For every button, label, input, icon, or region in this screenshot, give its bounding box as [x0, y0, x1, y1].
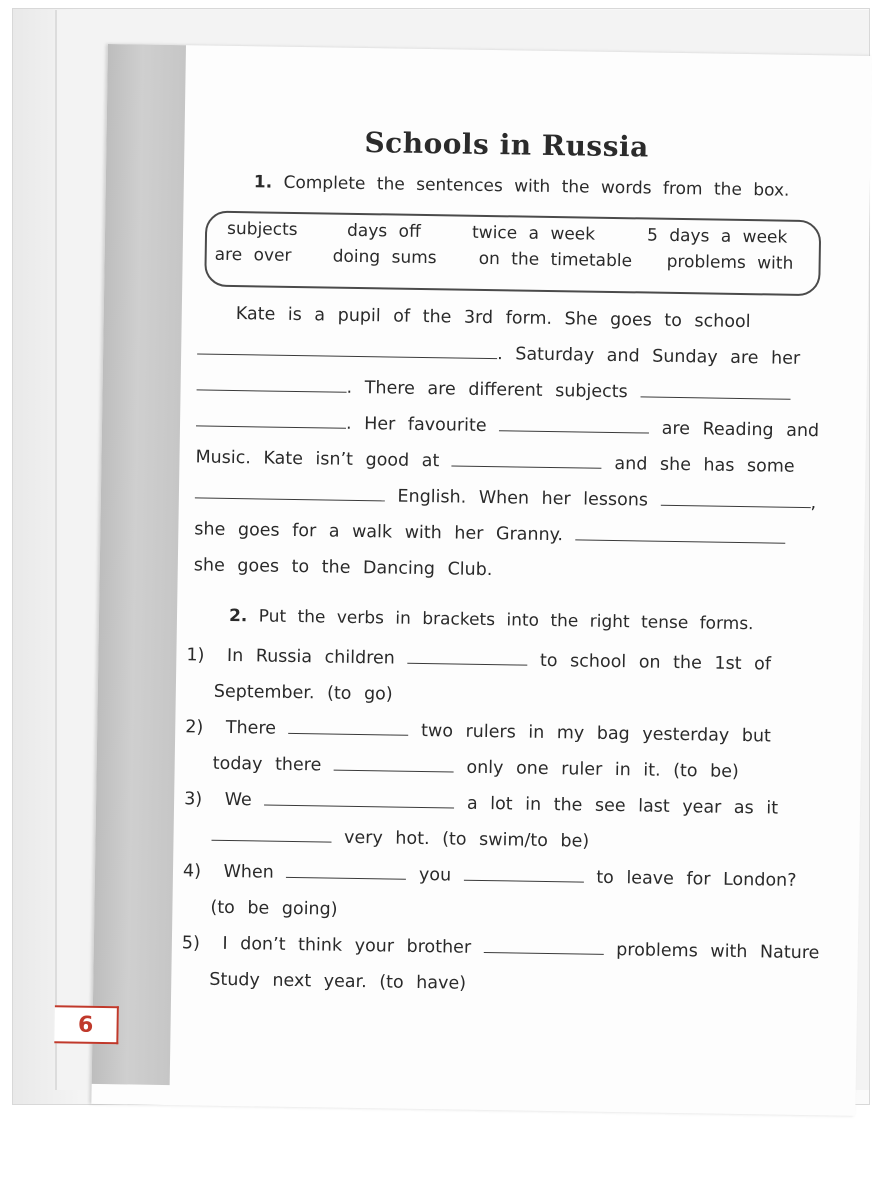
exercise-2-heading: [229, 606, 754, 634]
answer-blank[interactable]: [576, 538, 786, 543]
answer-blank[interactable]: [197, 352, 497, 359]
text-line: [213, 754, 739, 782]
answer-blank[interactable]: [640, 395, 790, 399]
word-box: [204, 211, 821, 297]
sentence-text: you: [418, 864, 452, 886]
word-on-the-timetable: on the timetable: [478, 248, 633, 272]
sentence-text: Study next year. (to have): [209, 969, 467, 994]
word-are-over: are over: [214, 244, 292, 266]
sentence-text: There: [225, 717, 277, 739]
item-number: 3): [183, 789, 203, 810]
sentence-text: We: [224, 789, 252, 811]
item-number: 2): [185, 717, 204, 738]
sentence-text: Music. Kate isn’t good at: [195, 447, 440, 472]
text-line: [195, 447, 794, 476]
sentence-text: (to be going): [210, 897, 338, 920]
answer-blank[interactable]: [288, 732, 408, 736]
text-line: [194, 519, 786, 548]
exercise-1-heading: [254, 172, 790, 200]
answer-blank[interactable]: [484, 951, 604, 955]
exercise-1-instruction: Complete the sentences with the words from the box.: [283, 172, 790, 201]
text-line: [214, 682, 393, 705]
sentence-text: to leave for London?: [596, 867, 797, 891]
exercise-2-instruction: Put the verbs in brackets into the right tense forms.: [258, 606, 754, 635]
text-line: [194, 555, 493, 580]
answer-blank[interactable]: [452, 464, 602, 468]
sentence-text: I don’t think your brother: [222, 933, 472, 958]
exercise-1-number: 1.: [253, 172, 273, 193]
exercise-item: [182, 933, 820, 963]
word-5-days-a-week: 5 days a week: [646, 225, 788, 248]
page-content: [180, 45, 826, 1095]
exercise-item: [186, 645, 771, 674]
item-number: 4): [182, 861, 202, 882]
item-number: 1): [186, 645, 205, 666]
text-line: [236, 304, 751, 332]
page-number: 6: [54, 1005, 119, 1044]
margin-strip: [92, 44, 186, 1085]
text-line: [211, 826, 589, 852]
sentence-text: today there: [212, 753, 322, 776]
answer-blank[interactable]: [211, 839, 331, 843]
page-title: Schools in Russia: [364, 126, 650, 164]
answer-blank[interactable]: [286, 876, 406, 880]
word-doing-sums: doing sums: [332, 246, 437, 269]
text-line: [197, 339, 800, 368]
word-subjects: subjects: [226, 218, 298, 240]
workbook-page: [77, 44, 872, 1116]
answer-blank[interactable]: [334, 769, 454, 773]
answer-blank[interactable]: [464, 879, 584, 883]
sentence-text: problems with Nature: [616, 940, 820, 964]
sentence-text: to school on the 1st of: [539, 650, 772, 675]
sentence-text: and she has some: [614, 454, 795, 477]
answer-blank[interactable]: [264, 804, 454, 809]
answer-blank[interactable]: [499, 429, 649, 433]
item-number: 5): [181, 933, 201, 954]
answer-blank[interactable]: [197, 388, 347, 392]
text-line: [210, 898, 337, 920]
answer-blank[interactable]: [661, 504, 811, 508]
comma: ,: [810, 493, 817, 514]
sentence-text: a lot in the see last year as it: [466, 793, 779, 819]
text-line: [195, 483, 817, 513]
sentence-text: she goes for a walk with her Granny.: [194, 519, 564, 546]
sentence-text: English. When her lessons: [397, 486, 649, 511]
exercise-item: [183, 861, 797, 891]
sentence-text: . There are different subjects: [346, 377, 628, 403]
exercise-item: [185, 717, 771, 746]
text-line: [209, 970, 466, 994]
word-days-off: days off: [346, 220, 421, 242]
exercise-2-number: 2.: [228, 605, 248, 627]
text-line: [196, 375, 790, 404]
sentence-text: September. (to go): [213, 681, 393, 705]
sentence-text: are Reading and: [661, 418, 820, 442]
sentence-text: two rulers in my bag yesterday but: [420, 721, 772, 747]
exercise-item: [184, 789, 778, 818]
answer-blank[interactable]: [407, 662, 527, 666]
text-line: [196, 411, 819, 441]
word-twice-a-week: twice a week: [471, 222, 596, 245]
sentence-text: Kate is a pupil of the 3rd form. She goes to school: [235, 304, 751, 333]
sentence-text: she goes to the Dancing Club.: [193, 555, 493, 581]
answer-blank[interactable]: [196, 424, 346, 428]
sentence-text: only one ruler in it. (to be): [466, 757, 739, 782]
sentence-text: When: [223, 861, 275, 883]
sentence-text: . Her favourite: [345, 413, 487, 436]
sentence-text: very hot. (to swim/to be): [343, 827, 590, 852]
answer-blank[interactable]: [195, 496, 385, 501]
word-problems-with: problems with: [666, 251, 794, 274]
sentence-text: . Saturday and Sunday are her: [497, 344, 801, 369]
sentence-text: In Russia children: [226, 645, 396, 669]
